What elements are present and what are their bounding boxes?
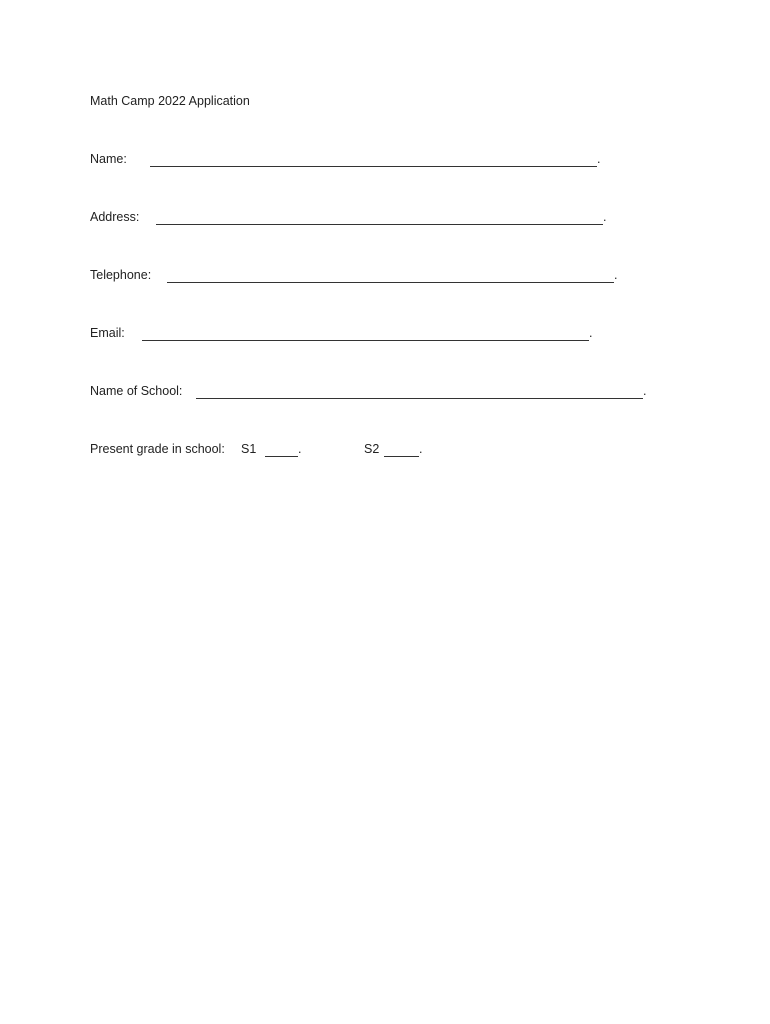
s1-field[interactable] bbox=[265, 442, 298, 457]
s1-label: S1 bbox=[241, 442, 257, 456]
telephone-period: . bbox=[614, 268, 618, 282]
s1-period: . bbox=[298, 442, 302, 456]
address-period: . bbox=[603, 210, 607, 224]
email-period: . bbox=[589, 326, 593, 340]
email-field[interactable] bbox=[142, 326, 589, 341]
name-row bbox=[90, 152, 610, 170]
grade-label: Present grade in school: bbox=[90, 442, 225, 456]
email-label: Email: bbox=[90, 326, 125, 340]
school-row bbox=[90, 384, 655, 402]
school-period: . bbox=[643, 384, 647, 398]
address-field[interactable] bbox=[156, 210, 603, 225]
address-row bbox=[90, 210, 615, 228]
school-field[interactable] bbox=[196, 384, 643, 399]
email-row bbox=[90, 326, 600, 344]
document-title: Math Camp 2022 Application bbox=[90, 94, 250, 108]
telephone-label: Telephone: bbox=[90, 268, 152, 282]
name-field[interactable] bbox=[150, 152, 597, 167]
school-label: Name of School: bbox=[90, 384, 183, 398]
s2-label: S2 bbox=[364, 442, 380, 456]
s2-field[interactable] bbox=[384, 442, 419, 457]
telephone-field[interactable] bbox=[167, 268, 614, 283]
name-label: Name: bbox=[90, 152, 127, 166]
telephone-row bbox=[90, 268, 625, 286]
grade-row bbox=[90, 442, 430, 460]
address-label: Address: bbox=[90, 210, 140, 224]
name-period: . bbox=[597, 152, 601, 166]
s2-period: . bbox=[419, 442, 423, 456]
